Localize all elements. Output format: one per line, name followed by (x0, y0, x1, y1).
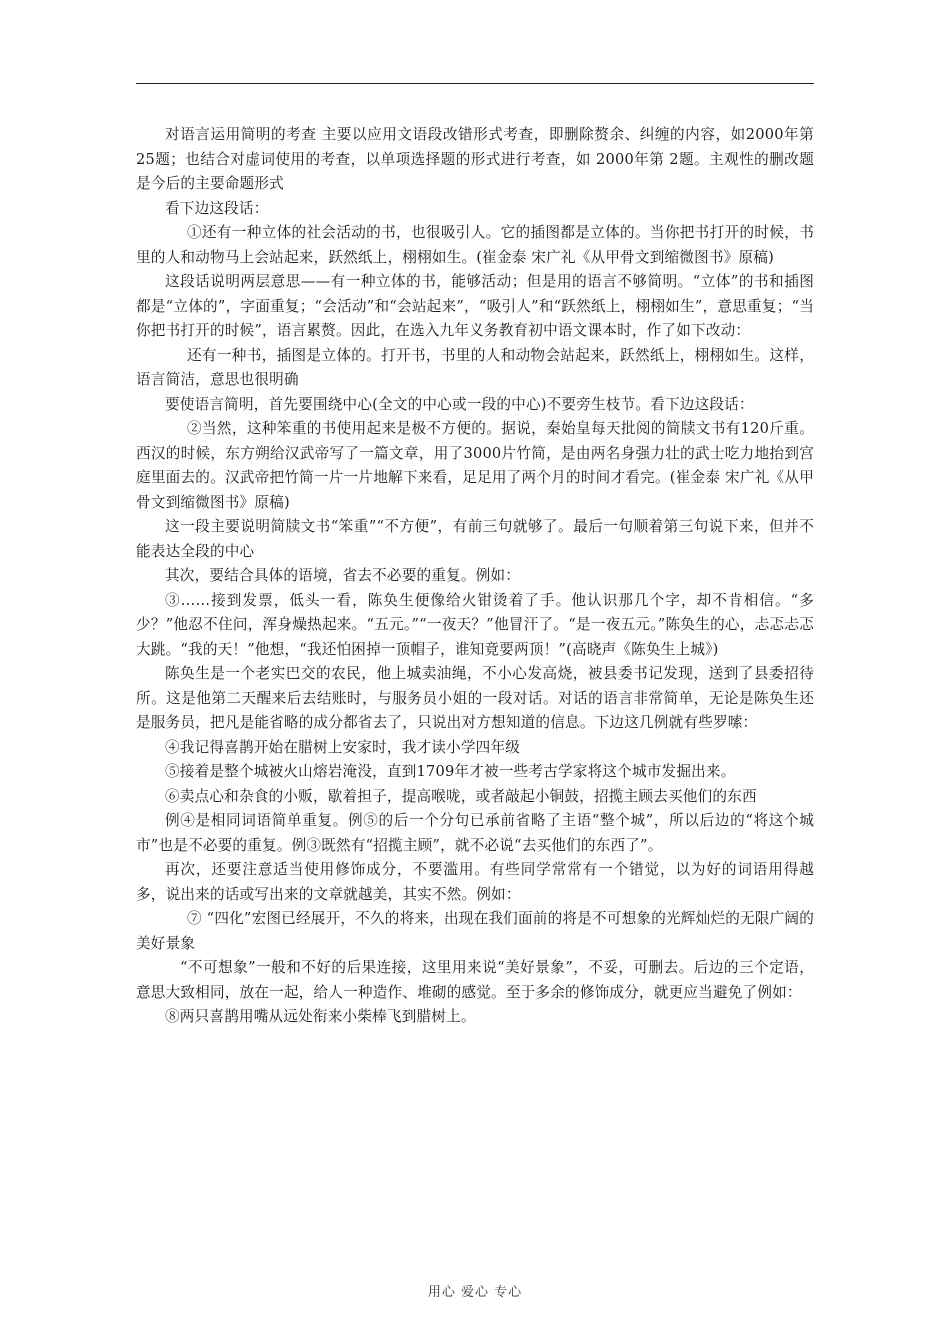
example-paragraph: ①还有一种立体的社会活动的书，也很吸引人。它的插图都是立体的。当你把书打开的时候，书里的人和动物马上会站起来，跃然纸上，栩栩如生。(崔金泰 宋广礼《从甲骨文到缩微图书》原稿) (136, 224, 814, 266)
paragraph: 陈奂生是一个老实巴交的农民，他上城卖油绳，不小心发高烧，被县委书记发现，送到了县委招待所。这是他第二天醒来后去结账时，与服务员小姐的一段对话。对话的语言非常简单，无论是陈奂生还是服务员，把凡是能省略的成分都省去了，只说出对方想知道的信息。下边这几例就有些罗嗦： (136, 665, 814, 731)
example-paragraph: ③……接到发票，低头一看，陈奂生便像给火钳烫着了手。他认识那几个字，却不肯相信。“多少？”他忍不住问，浑身燥热起来。“五元。”“一夜天？”他冒汗了。“是一夜五元。”陈奂生的心，忐忑忐忑大跳。“我的天！”他想，“我还怕困掉一顶帽子，谁知竟要两顶！”(高晓声《陈奂生上城》) (136, 591, 814, 658)
paragraph: “不可想象”一般和不好的后果连接，这里用来说“美好景象”，不妥，可删去。后边的三个定语，意思大致相同，放在一起，给人一种造作、堆砌的感觉。至于多余的修饰成分，就更应当避免了例如： (136, 959, 814, 1001)
example-item: ⑥卖点心和杂食的小贩，歇着担子，提高喉咙，或者敲起小铜鼓，招揽主顾去买他们的东西 (165, 787, 757, 805)
example-paragraph: ②当然，这种笨重的书使用起来是极不方便的。据说，秦始皇每天批阅的简牍文书有120斤重。西汉的时候，东方朔给汉武帝写了一篇文章，用了3000片竹简，是由两名身强力壮的武士吃力地抬到宫庭里面去的。汉武帝把竹简一片一片地解下来看，足足用了两个月的时间才看完。(崔金泰 宋广礼《从甲骨文到缩微图书》原稿) (136, 420, 814, 511)
paragraph: 对语言运用简明的考查 主要以应用文语段改错形式考查，即删除赘余、纠缠的内容，如2000年第 25题；也结合对虚词使用的考查，以单项选择题的形式进行考查，如 2000年第 2题。主观性的删改题是今后的主要命题形式 (136, 126, 814, 192)
paragraph: 看下边这段话： (165, 199, 269, 217)
paragraph: 再次，还要注意适当使用修饰成分，不要滥用。有些同学常常有一个错觉，以为好的词语用得越多，说出来的话或写出来的文章就越美，其实不然。例如： (136, 861, 814, 903)
header-rule (136, 83, 814, 84)
example-item: ⑤接着是整个城被火山熔岩淹没，直到1709年才被一些考古学家将这个城市发掘出来。 (165, 763, 736, 780)
paragraph: 这一段主要说明简牍文书“笨重”“不方便”，有前三句就够了。最后一句顺着第三句说下来，但并不能表达全段的中心 (136, 518, 814, 560)
example-item: ④我记得喜鹊开始在腊树上安家时，我才读小学四年级 (165, 738, 521, 756)
example-item: ⑦ “四化”宏图已经展开，不久的将来，出现在我们面前的将是不可想象的光辉灿烂的无限广阔的美好景象 (136, 910, 814, 952)
paragraph: 例④是相同词语简单重复。例⑤的后一个分句已承前省略了主语“整个城”，所以后边的“将这个城市”也是不必要的重复。例③既然有“招揽主顾”，就不必说“去买他们的东西了”。 (136, 812, 814, 854)
paragraph: 其次，要结合具体的语境，省去不必要的重复。例如： (165, 567, 521, 584)
paragraph: 这段话说明两层意思——有一种立体的书，能够活动；但是用的语言不够简明。“立体”的书和插图都是“立体的”，字面重复；“会活动”和“会站起来”，“吸引人”和“跃然纸上，栩栩如生”，意思重复；“当你把书打开的时候”，语言累赘。因此，在选入九年义务教育初中语文课本时，作了如下改动： (136, 273, 814, 339)
document-body (136, 123, 814, 1030)
example-item: ⑧两只喜鹊用嘴从远处衔来小柴棒飞到腊树上。 (165, 1008, 476, 1025)
revised-example: 还有一种书，插图是立体的。打开书，书里的人和动物会站起来，跃然纸上，栩栩如生。这样，语言简洁，意思也很明确 (136, 346, 814, 388)
paragraph: 要使语言简明，首先要围绕中心(全文的中心或一段的中心)不要旁生枝节。看下边这段话： (165, 395, 754, 413)
page-footer: 用心 爱心 专心 (427, 1285, 523, 1300)
